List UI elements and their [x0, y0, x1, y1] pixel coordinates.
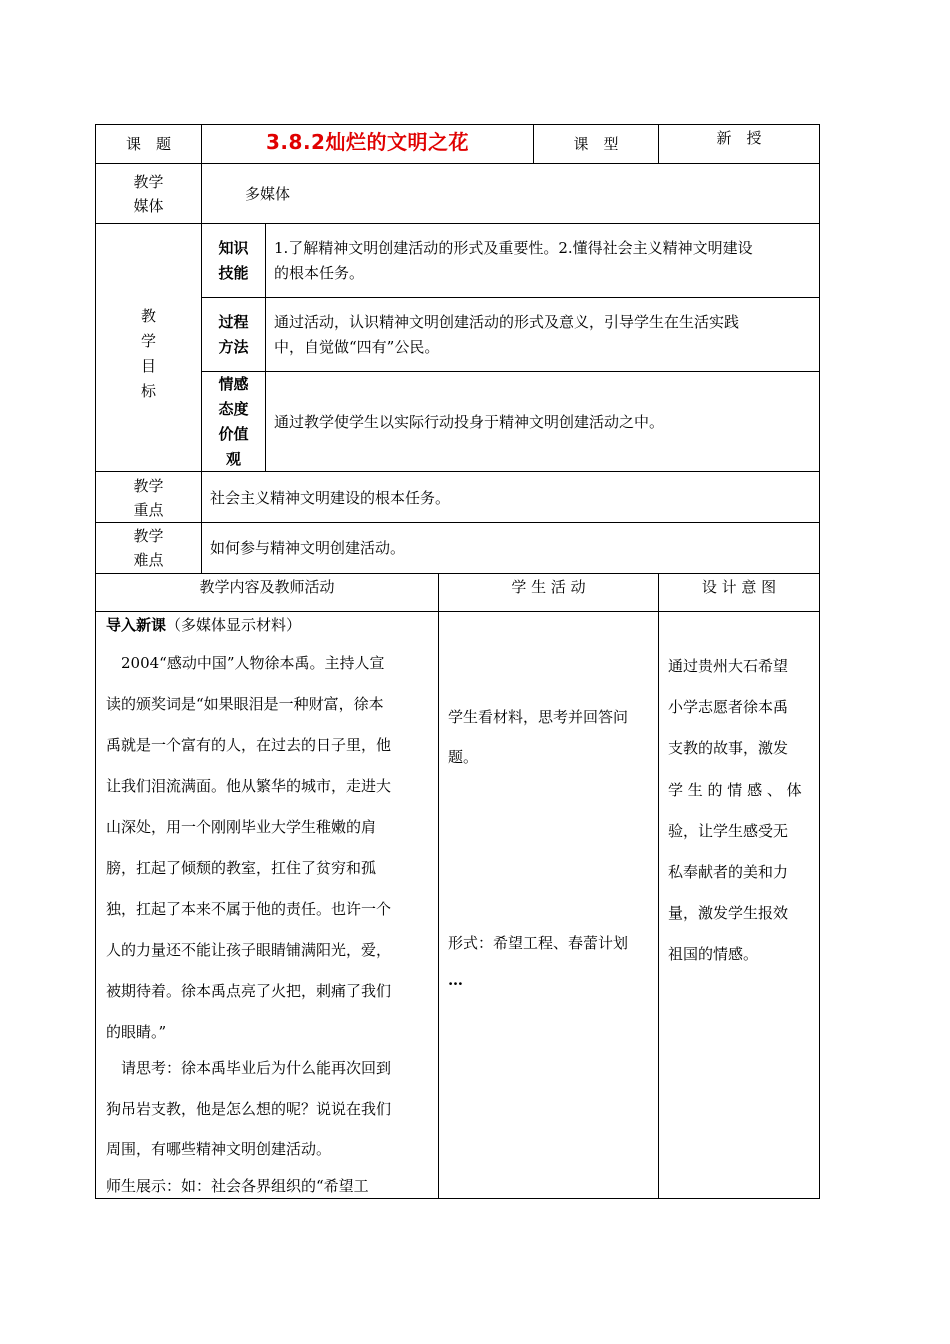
content-line: 山深处，用一个刚刚毕业大学生稚嫩的肩	[106, 818, 377, 836]
goals-label-1: 教	[140, 307, 156, 325]
keypoint-label-2: 重点	[133, 501, 164, 519]
content-line: 被期待着。徐本禹点亮了火把，刺痛了我们	[106, 982, 392, 1000]
student-text-1a: 学生看材料，思考并回答问	[448, 708, 629, 726]
hline-2	[95, 223, 820, 224]
col-header-student: 学 生 活 动	[511, 578, 586, 596]
content-line: 2004“感动中国”人物徐本禹。主持人宣	[106, 654, 385, 672]
student-text-2b: …	[448, 971, 463, 989]
emotion-label-2: 态度	[218, 400, 249, 418]
hline-4	[95, 522, 820, 523]
media-label-1: 教学	[133, 173, 164, 191]
process-text-2: 中，自觉做“四有”公民。	[274, 338, 440, 356]
col-header-content: 教学内容及教师活动	[199, 578, 335, 596]
vline-left	[95, 124, 96, 1199]
hline-1	[95, 163, 820, 164]
process-text-1: 通过活动，认识精神文明创建活动的形式及意义，引导学生在生活实践	[274, 313, 740, 331]
design-line: 量，激发学生报效	[668, 904, 789, 922]
design-line: 祖国的情感。	[668, 945, 759, 963]
vline-col-1	[438, 573, 439, 1199]
vline-right	[819, 124, 820, 1199]
knowledge-text-1: 1.了解精神文明创建活动的形式及重要性。2.懂得社会主义精神文明建设	[274, 239, 753, 257]
keypoint-value: 社会主义精神文明建设的根本任务。	[210, 489, 451, 507]
process-label-1: 过程	[218, 313, 249, 331]
col-header-design: 设 计 意 图	[701, 578, 777, 596]
type-value: 新 授	[716, 129, 762, 147]
design-line: 验，让学生感受无	[668, 822, 789, 840]
design-line: 通过贵州大石希望	[668, 657, 789, 675]
content-line: 膀，扛起了倾颓的教室，扛住了贫穷和孤	[106, 859, 377, 877]
difficulty-label-1: 教学	[133, 527, 164, 545]
intro-heading	[106, 613, 301, 637]
hline-3	[95, 471, 820, 472]
design-line: 学 生 的 情 感 、 体	[668, 781, 802, 799]
intro-rest: （多媒体显示材料）	[166, 616, 302, 634]
intro-bold: 导入新课	[106, 616, 167, 634]
vline-goal-sub	[265, 223, 266, 471]
difficulty-label-2: 难点	[133, 551, 164, 569]
hline-6	[95, 611, 820, 612]
process-label-2: 方法	[218, 338, 249, 356]
difficulty-value: 如何参与精神文明创建活动。	[210, 539, 406, 557]
goals-label-4: 标	[140, 382, 156, 400]
design-line: 私奉献者的美和力	[668, 863, 789, 881]
knowledge-label-2: 技能	[218, 264, 249, 282]
hline-top	[95, 124, 820, 125]
keypoint-label-1: 教学	[133, 477, 164, 495]
student-text-1b: 题。	[448, 748, 479, 766]
design-line: 支教的故事，激发	[668, 739, 789, 757]
media-value: 多媒体	[245, 185, 291, 203]
content-line: 让我们泪流满面。他从繁华的城市，走进大	[106, 777, 392, 795]
knowledge-label-1: 知识	[218, 239, 249, 257]
content-line: 独，扛起了本来不属于他的责任。也许一个	[106, 900, 392, 918]
content-line: 周围，有哪些精神文明创建活动。	[106, 1140, 332, 1158]
emotion-text: 通过教学使学生以实际行动投身于精神文明创建活动之中。	[274, 413, 665, 431]
student-text-2a: 形式：希望工程、春蕾计划	[448, 934, 629, 952]
content-line: 读的颁奖词是“如果眼泪是一种财富，徐本	[106, 695, 384, 713]
type-label: 课 型	[573, 135, 619, 153]
vline-col-2	[658, 573, 659, 1199]
emotion-label-4: 观	[225, 450, 241, 468]
emotion-label-3: 价值	[218, 425, 249, 443]
lesson-title: 3.8.2灿烂的文明之花	[266, 130, 469, 154]
topic-label: 课 题	[125, 135, 171, 153]
hline-goals-2	[201, 371, 820, 372]
hline-bottom	[95, 1198, 820, 1199]
hline-goals-1	[201, 297, 820, 298]
content-line: 禹就是一个富有的人，在过去的日子里，他	[106, 736, 392, 754]
content-line: 人的力量还不能让孩子眼睛铺满阳光，爱，	[106, 941, 392, 959]
knowledge-text-2: 的根本任务。	[274, 264, 365, 282]
goals-label-3: 目	[140, 357, 156, 375]
content-line: 师生展示：如：社会各界组织的“希望工	[106, 1177, 369, 1195]
design-line: 小学志愿者徐本禹	[668, 698, 789, 716]
media-label-2: 媒体	[133, 197, 164, 215]
content-line: 的眼睛。”	[106, 1023, 167, 1041]
emotion-label-1: 情感	[218, 375, 249, 393]
content-line: 狗吊岩支教，他是怎么想的呢？说说在我们	[106, 1100, 392, 1118]
goals-label-2: 学	[140, 332, 156, 350]
hline-5	[95, 573, 820, 574]
content-line: 请思考：徐本禹毕业后为什么能再次回到	[106, 1059, 392, 1077]
